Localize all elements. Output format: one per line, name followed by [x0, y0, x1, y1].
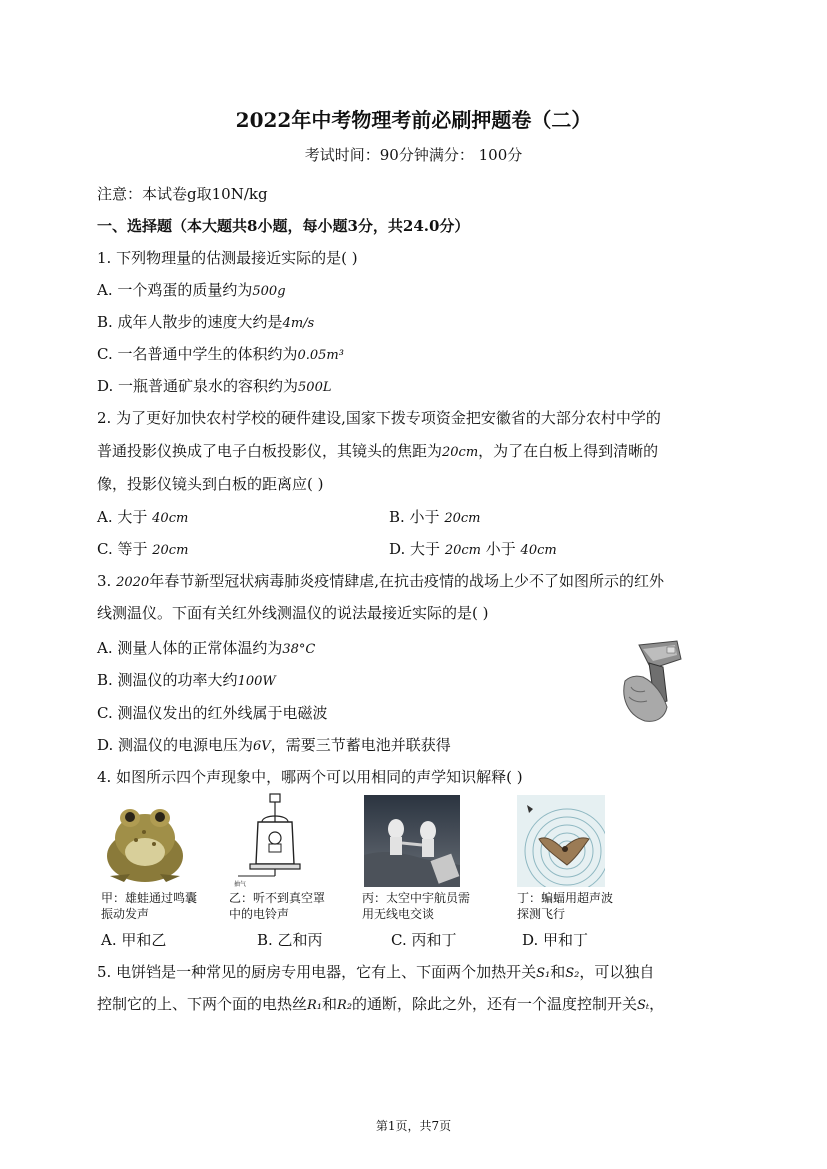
q3-stem-line1 [97, 570, 664, 591]
q2-option-b [389, 506, 481, 527]
q4-option-d: D. 甲和丁 [522, 931, 589, 949]
q1-option-c [97, 343, 344, 364]
q3-stem-line2: 线测温仪。下面有关红外线测温仪的说法最接近实际的是( ) [97, 604, 489, 622]
q3-option-c: C. 测温仪发出的红外线属于电磁波 [97, 704, 328, 722]
q5-stem-line2 [97, 993, 664, 1014]
q5-math: S₂ [565, 966, 580, 981]
q3-option-d-math: 6V [253, 739, 271, 754]
q2-option-a [97, 506, 188, 527]
section-heading: 一、选择题（本大题共8小题，每小题3分，共24.0分） [97, 217, 470, 235]
q2-option-d-math: 20cm [444, 543, 481, 558]
q2-option-c-math: 20cm [152, 543, 189, 558]
q2-option-d-text: 小于 [485, 540, 516, 558]
q4-option-c: C. 丙和丁 [391, 931, 457, 949]
q1-option-a-text: A. 一个鸡蛋的质量约为 [97, 281, 253, 299]
q5-math: Sₜ [637, 998, 650, 1013]
q4-caption-4: 丁：蝙蝠用超声波探测飞行 [517, 891, 614, 921]
q2-option-a-math: 40cm [152, 511, 189, 526]
bell-jar-label: 抽气 [234, 881, 247, 888]
frog-image [100, 800, 190, 886]
q5-text: 5. 电饼铛是一种常见的厨房专用电器，它有上、下面两个加热开关 [97, 963, 537, 981]
q4-caption-2: 乙：听不到真空罩中的电铃声 [229, 891, 326, 921]
q1-option-d [97, 375, 331, 396]
page-title: 2022年中考物理考前必刷押题卷（二） [235, 108, 592, 132]
page-footer: 第1页，共7页 [375, 1119, 452, 1133]
q5-text: ，可以独自 [579, 963, 655, 981]
q1-option-d-math: 500L [298, 380, 332, 395]
q1-option-a-math: 500g [252, 284, 286, 299]
q3-option-a [97, 637, 315, 658]
q2-option-d [389, 538, 557, 559]
q4-caption-1: 甲：雄蛙通过鸣囊振动发声 [101, 891, 198, 921]
q3-option-a-math: 38°C [282, 642, 316, 657]
q2-text: 普通投影仪换成了电子白板投影仪，其镜头的焦距为 [97, 442, 443, 460]
q1-option-c-math: 0.05m³ [297, 348, 344, 363]
q1-option-d-text: D. 一瓶普通矿泉水的容积约为 [97, 377, 299, 395]
q5-math: R₂ [337, 998, 353, 1013]
astronaut-image [364, 795, 460, 887]
q2-option-b-math: 20cm [444, 511, 481, 526]
q5-text: 和 [322, 995, 338, 1013]
q3-option-d [97, 734, 451, 755]
q1-option-b-text: B. 成年人散步的速度大约是 [97, 313, 283, 331]
note: 注意：本试卷g取10N/kg [97, 185, 268, 203]
q5-text: 和 [550, 963, 566, 981]
q2-option-c [97, 538, 188, 559]
bat-image [517, 795, 605, 887]
q1-option-a [97, 279, 286, 300]
q2-option-d-math: 40cm [520, 543, 557, 558]
q1-option-c-text: C. 一名普通中学生的体积约为 [97, 345, 298, 363]
q2-option-c-text: C. 等于 [97, 540, 148, 558]
bell-jar-image [228, 792, 324, 888]
q4-caption-3: 丙：太空中宇航员需用无线电交谈 [362, 891, 471, 921]
q3-text: 年春节新型冠状病毒肺炎疫情肆虐,在抗击疫情的战场上少不了如图所示的红外 [149, 572, 664, 590]
q3-option-d-text: ，需要三节蓄电池并联获得 [270, 736, 451, 754]
q4-stem: 4. 如图所示四个声现象中，哪两个可以用相同的声学知识解释( ) [97, 768, 523, 786]
q3-option-b [97, 669, 276, 690]
q2-math: 20cm [442, 445, 479, 460]
q2-option-a-text: A. 大于 [97, 508, 148, 526]
q5-math: R₁ [307, 998, 323, 1013]
q2-option-d-text: D. 大于 [389, 540, 441, 558]
q5-math: S₁ [536, 966, 551, 981]
q5-text: 的通断，除此之外，还有一个温度控制开关 [352, 995, 638, 1013]
q3-option-a-text: A. 测量人体的正常体温约为 [97, 639, 283, 657]
q1-option-b [97, 311, 314, 332]
q2-stem-line3: 像，投影仪镜头到白板的距离应( ) [97, 475, 324, 493]
q5-stem-line1 [97, 961, 654, 982]
q1-stem: 1. 下列物理量的估测最接近实际的是( ) [97, 249, 358, 267]
q5-text: 控制它的上、下两个面的电热丝 [97, 995, 308, 1013]
q5-text: ， [649, 995, 665, 1013]
q3-math: 2020 [116, 575, 150, 590]
q2-option-b-text: B. 小于 [389, 508, 440, 526]
q3-option-b-text: B. 测温仪的功率大约 [97, 671, 238, 689]
q1-option-b-math: 4m/s [282, 316, 315, 331]
q4-option-a: A. 甲和乙 [101, 931, 167, 949]
q2-stem-line1: 2. 为了更好加快农村学校的硬件建设,国家下拨专项资金把安徽省的大部分农村中学的 [97, 409, 661, 427]
q3-option-d-text: D. 测温仪的电源电压为 [97, 736, 254, 754]
infrared-thermometer-image [617, 637, 685, 725]
q2-text: ，为了在白板上得到清晰的 [478, 442, 659, 460]
exam-info: 考试时间：90分钟满分： 100分 [304, 146, 523, 164]
q3-text: 3. [97, 572, 117, 590]
q3-option-b-math: 100W [237, 674, 276, 689]
q4-option-b: B. 乙和丙 [257, 931, 323, 949]
q2-stem-line2 [97, 440, 658, 461]
